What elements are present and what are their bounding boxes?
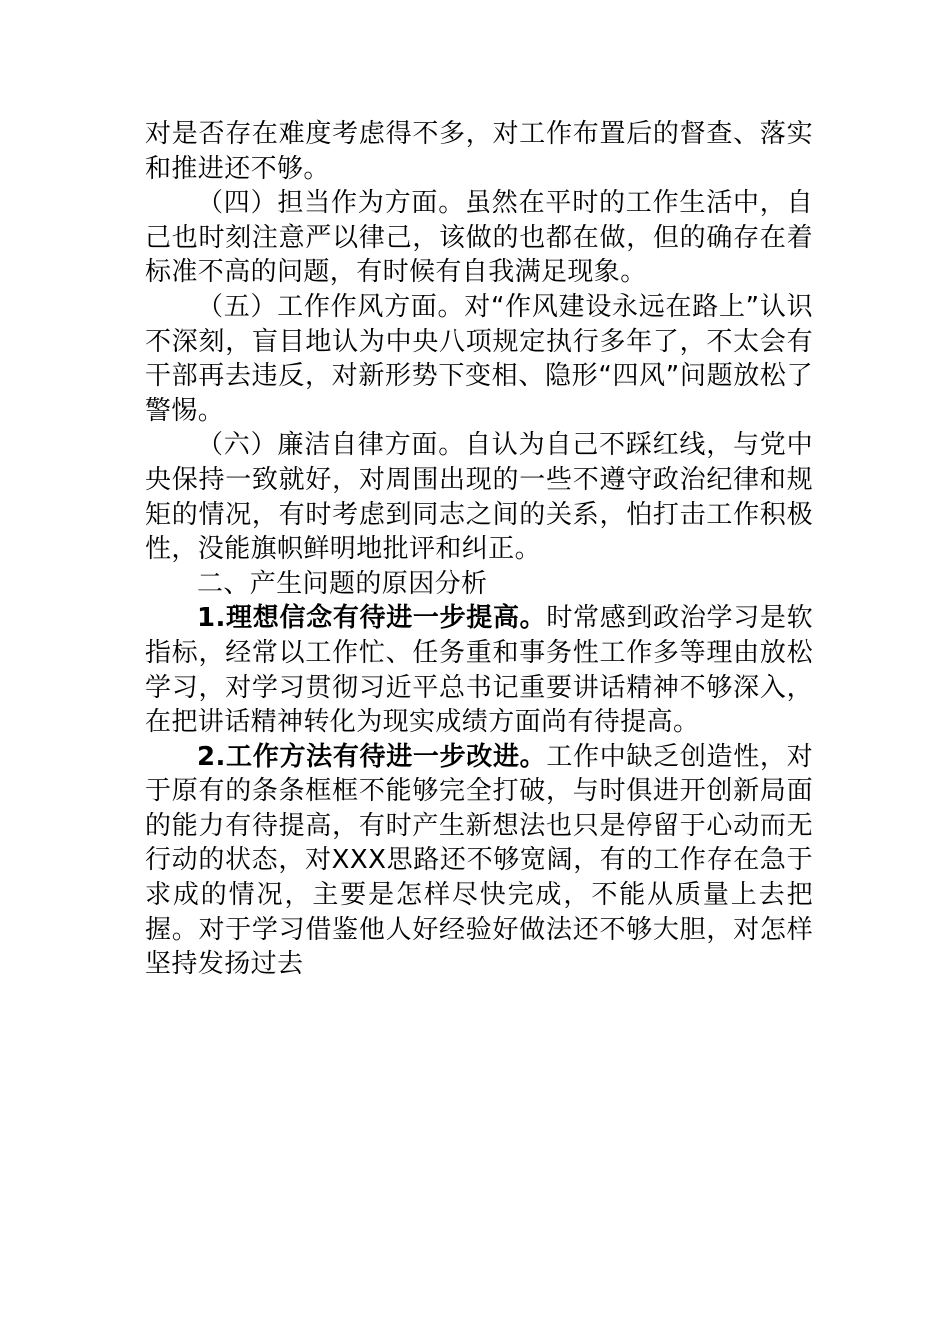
paragraph-methods	[145, 740, 813, 982]
paragraph-lead: 2.工作方法有待进一步改进。	[197, 741, 547, 772]
section-heading-causes	[145, 567, 813, 602]
paragraph-responsibility	[145, 186, 813, 290]
paragraph-text: 对是否存在难度考虑得不多，对工作布置后的督查、落实和推进还不够。	[145, 119, 813, 184]
paragraph-text: （四）担当作为方面。虽然在平时的工作生活中，自己也时刻注意严以律己，该做的也都在做，但的确存在着标准不高的问题，有时候有自我满足现象。	[145, 188, 813, 288]
paragraph-continuation	[145, 117, 813, 186]
paragraph-ideals	[145, 601, 813, 739]
paragraph-lead: 1.理想信念有待进一步提高。	[197, 603, 547, 634]
paragraph-text: （五）工作作风方面。对“作风建设永远在路上”认识不深刻，盲目地认为中央八项规定执行多年了，不太会有干部再去违反，对新形势下变相、隐形“四风”问题放松了警惕。	[145, 291, 813, 426]
paragraph-text: （六）廉洁自律方面。自认为自己不踩红线，与党中央保持一致就好，对周围出现的一些不遵守政治纪律和规矩的情况，有时考虑到同志之间的关系，怕打击工作积极性，没能旗帜鲜明地批评和纠正。	[145, 430, 813, 565]
paragraph-work-style	[145, 290, 813, 428]
heading-text: 二、产生问题的原因分析	[197, 568, 488, 599]
document-body	[145, 117, 813, 982]
paragraph-integrity	[145, 428, 813, 566]
paragraph-text: 时常感到政治学习是软指标，经常以工作忙、任务重和事务性工作多等理由放松学习，对学习贯彻习近平总书记重要讲话精神不够深入，在把讲话精神转化为现实成绩方面尚有待提高。	[145, 603, 813, 738]
paragraph-text: 工作中缺乏创造性，对于原有的条条框框不能够完全打破，与时俱进开创新局面的能力有待提高，有时产生新想法也只是停留于心动而无行动的状态，对XXX思路还不够宽阔，有的工作存在急于求成的情况，主要是怎样尽快完成，不能从质量上去把握。对于学习借鉴他人好经验好做法还不够大胆，对怎样坚持发扬过去	[145, 741, 813, 980]
